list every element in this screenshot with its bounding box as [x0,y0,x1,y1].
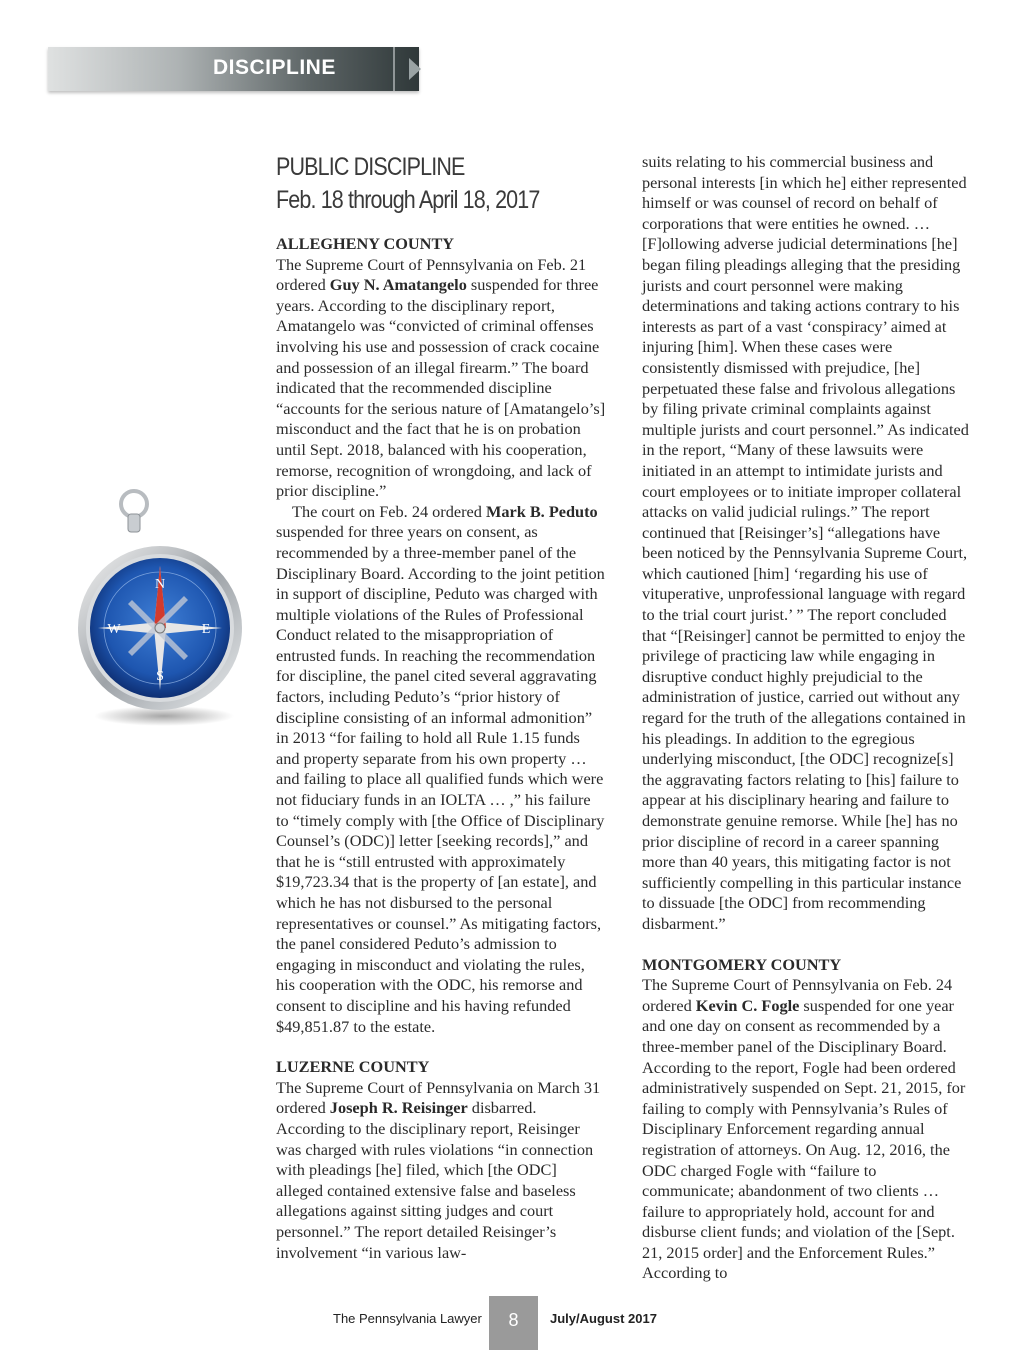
allegheny-county-heading: ALLEGHENY COUNTY [276,234,455,253]
reisinger-continued-paragraph: suits relating to his commercial business and personal interests [in which he] either represented himself or was counsel of record on behalf of corporations that were entities he owned. … [F]ollowing adverse judicial determinations [he] began filing pleadings alleging that the presiding jurists and court personnel were making determinations and taking actions contrary to his interests as part of a vast ‘conspiracy’ aimed at injuring [him]. When these cases were consistently dismissed with prejudice, [he] perpetuated these false and frivolous allegations by filing private criminal complaints against multiple jurists and court personnel.” As indicated in the report, “Many of these lawsuits were initiated in an attempt to intimidate jurists and court employees or to initiate improper collateral attacks on valid judicial rulings.” The report continued that [Reisinger’s] “allegations have been noticed by the Pennsylvania Supreme Court, which cautioned [him] ‘regarding his use of vituperative, unprofessional language with regard to the trial court jurist.’ ” The report concluded that “[Reisinger] cannot be permitted to enjoy the privilege of practicing law while engaging in disruptive conduct highly prejudicial to the administration of justice, carried out without any regard for the truth of the allegations contained in his pleadings. In addition to the egregious underlying misconduct, [the ODC] recognize[s] the aggravating factors relating to [his] failure to appear at his disciplinary hearing and failure to demonstrate genuine remorse. While [he] has no prior discipline of record in a career spanning more than 40 years, this mitigating factor is not sufficiently compelling in this particular instance to dissuade [the ODC] from recommending disbarment.” [642,152,969,933]
left-column [276,234,606,1263]
arrow-right-icon [409,58,421,80]
peduto-paragraph: The court on Feb. 24 ordered Mark B. Peduto suspended for three years on consent, as recommended by a three-member panel of the Disciplinary Board. According to the joint petition in support of discipline, Peduto was charged with multiple violations of the Rules of Professional Conduct related to the misappropriation of entrusted funds. In reaching the recommendation for discipline, the panel cited several aggravating factors, including Peduto’s “prior history of discipline consisting of an informal admonition” in 2013 “for failing to hold all Rule 1.15 funds and property separate from his own property … and failing to place all qualified funds which were not fiduciary funds in an IOLTA … ,” his failure to “timely comply with [the Office of Disciplinary Counsel’s (ODC)] letter [seeking records],” and that he is “still entrusted with approximately $19,723.34 that is the property of [an estate], and which he has not disbursed to the personal representatives or counsel.” As mitigating factors, the panel considered Peduto’s admission to engaging in misconduct and violating the rules, his cooperation with the ODC, his remorse and consent to discipline and his having refunded $49,851.87 to the estate. [276,501,605,1036]
page-number: 8 [508,1310,519,1330]
banner-divider [393,47,395,91]
attorney-name: Mark B. Peduto [485,501,598,521]
attorney-name: Joseph R. Reisinger [329,1098,468,1118]
section-title: DISCIPLINE [213,56,336,79]
right-column [642,152,972,1284]
attorney-name: Kevin C. Fogle [695,995,800,1015]
issue-date: July/August 2017 [550,1311,657,1326]
page-subtitle-dates: Feb. 18 through April 18, 2017 [276,186,540,214]
luzerne-county-heading: LUZERNE COUNTY [276,1057,430,1077]
reisinger-paragraph: The Supreme Court of Pennsylvania on March 31 ordered Joseph R. Reisinger disbarred. According to the disciplinary report, Reisinger was charged with rules violations “in connection with pleadings [he] filed, which [the ODC] alleged contained extensive false and baseless allegations against sitting judges and court personnel.” The report detailed Reisinger’s involvement “in various law- [276,1077,601,1262]
compass-east-letter: E [201,622,211,637]
compass-north-letter: N [154,577,166,592]
amatangelo-paragraph: The Supreme Court of Pennsylvania on Feb. 21 ordered Guy N. Amatangelo suspended for three years. According to the disciplinary report, Amatangelo was “convicted of criminal offenses involving his use and possession of crack cocaine and possession of an illegal firearm.” The board indicated that the recommended discipline “accounts for the serious nature of [Amatangelo’s] misconduct and the fact that he is on probation until Sept. 2018, balanced with his cooperation, remorse, recognition of wrongdoing, and lack of prior discipline.” [276,254,606,501]
compass-icon [72,488,252,738]
montgomery-county-heading: MONTGOMERY COUNTY [642,954,842,974]
page-title: PUBLIC DISCIPLINE [276,153,465,181]
section-banner [48,47,419,91]
compass-south-letter: S [156,669,164,684]
attorney-name: Guy N. Amatangelo [329,275,467,295]
compass-west-letter: W [107,622,121,637]
page-footer [0,1296,1024,1350]
page-number-box [489,1296,538,1350]
fogle-paragraph: The Supreme Court of Pennsylvania on Feb. 24 ordered Kevin C. Fogle suspended for one year and one day on consent as recommended by a three-member panel of the Disciplinary Board. According to the report, Fogle had been ordered administratively suspended on Sept. 21, 2015, for failing to comply with Pennsylvania’s Rules of Disciplinary Enforcement regarding annual registration of attorneys. On Aug. 12, 2016, the ODC charged Fogle with “failure to communicate; abandonment of two clients … failure to appropriately hold, account for and disburse client funds; and violation of the [Sept. 21, 2015 order] and the Enforcement Rules.” According to [642,975,966,1283]
publication-name: The Pennsylvania Lawyer [333,1311,482,1326]
